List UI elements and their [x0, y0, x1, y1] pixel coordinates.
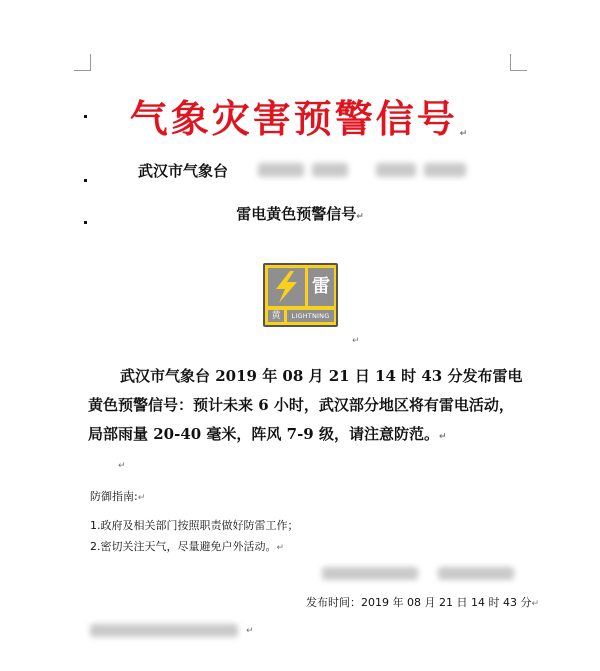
crop-mark-top-left — [74, 54, 91, 71]
document-title — [0, 88, 600, 143]
warning-body-paragraph — [88, 362, 528, 452]
defense-guide-item-text: 2.密切关注天气，尽量避免户外活动。 — [90, 540, 277, 553]
warning-char-main: 雷 — [308, 268, 334, 306]
paragraph-mark: ↵ — [531, 599, 539, 609]
defense-guide-item-text: 1.政府及相关部门按照职责做好防雷工作； — [90, 519, 299, 532]
warning-level-char: 黄 — [268, 310, 284, 322]
issuer-name: 武汉市气象台 — [138, 162, 229, 180]
paragraph-mark: ↵ — [438, 432, 447, 442]
paragraph-mark: ↵ — [352, 336, 360, 346]
redacted-text — [322, 567, 418, 580]
bullet-mark — [84, 179, 87, 182]
redacted-text — [424, 163, 466, 177]
redacted-text — [376, 163, 416, 177]
paragraph-mark: ↵ — [276, 543, 285, 553]
warning-body-text: 武汉市气象台 2019 年 08 月 21 日 14 时 43 分发布雷电黄色预警信号：预计未来 6 小时，武汉部分地区将有雷电活动，局部雨量 20-40 毫米，阵风 7-9 级，请注意防范。 — [88, 367, 523, 443]
lightning-bolt-icon — [268, 268, 305, 306]
defense-guide-label-text: 防御指南: — [90, 490, 138, 503]
paragraph-mark: ↵ — [246, 626, 254, 636]
publish-time-text: 发布时间：2019 年 08 月 21 日 14 时 43 分 — [306, 596, 532, 609]
signal-name — [0, 203, 600, 224]
paragraph-mark: ↵ — [137, 493, 146, 503]
warning-english-label: LIGHTNING — [287, 310, 334, 322]
defense-guide-label — [90, 488, 145, 504]
defense-guide-item — [90, 517, 299, 533]
redacted-text — [312, 163, 348, 177]
redacted-text — [90, 624, 238, 637]
lightning-warning-icon — [263, 263, 338, 327]
paragraph-mark: ↵ — [356, 212, 364, 222]
redacted-text — [258, 163, 304, 177]
defense-guide-item — [90, 538, 284, 554]
paragraph-mark: ↵ — [459, 129, 471, 139]
crop-mark-top-right — [510, 54, 527, 71]
signal-name-text: 雷电黄色预警信号 — [236, 205, 357, 223]
document-title-text: 气象灾害预警信号 — [129, 96, 458, 141]
publish-time — [306, 594, 539, 610]
paragraph-mark: ↵ — [118, 461, 126, 471]
redacted-text — [438, 567, 514, 580]
